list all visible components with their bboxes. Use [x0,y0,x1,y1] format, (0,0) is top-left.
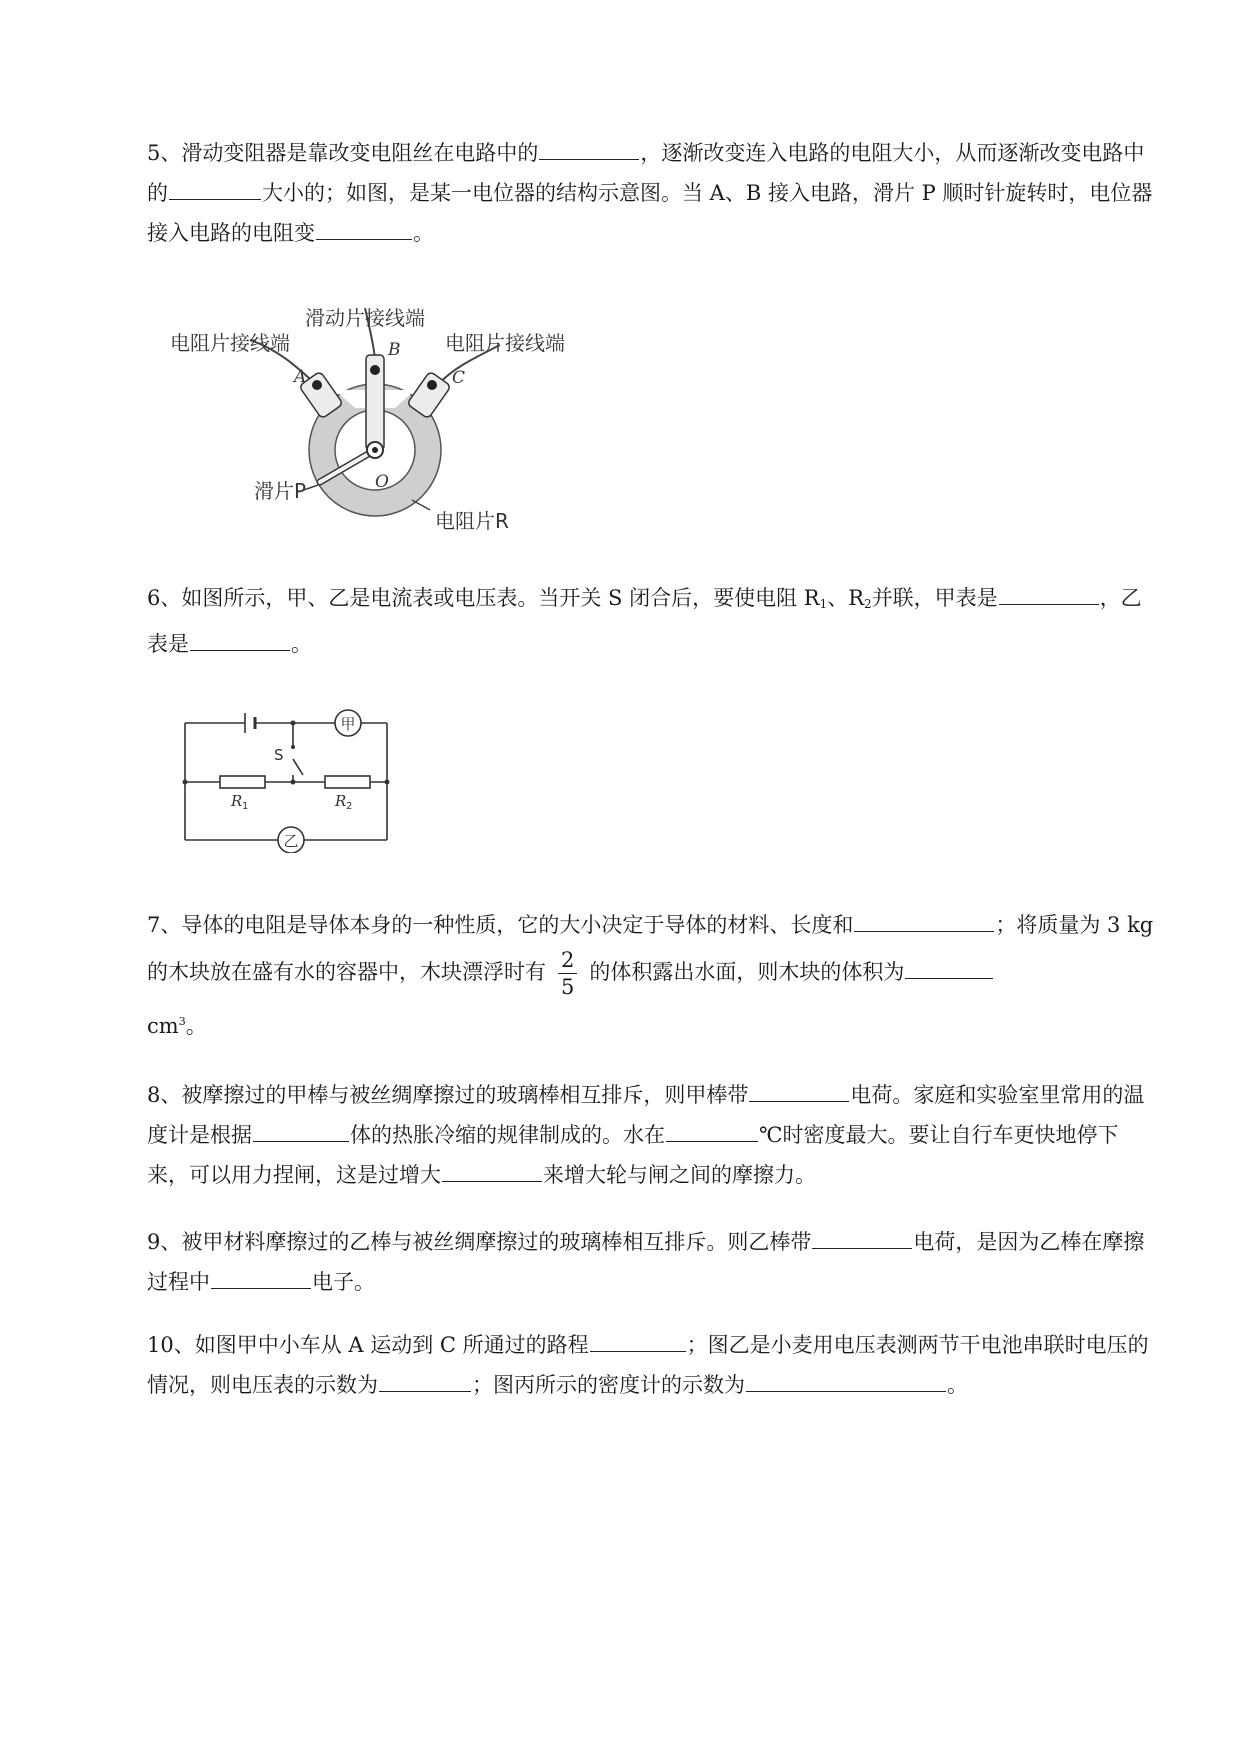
answer-blank[interactable] [190,628,290,651]
label-A: A [294,367,307,387]
answer-blank[interactable] [749,1079,849,1102]
question-9 [147,1222,1157,1302]
label-slider-terminal: 滑动片接线端 [305,306,425,330]
q8-text-c: 体的热胀冷缩的规律制成的。水在 [350,1123,665,1147]
q6-text-d: 。 [291,632,312,656]
label-O: O [375,472,389,492]
question-6 [147,578,1157,664]
q7-text-c: 的体积露出水面，则木块的体积为 [589,960,905,984]
q10-text-a: 10、如图甲中小车从 A 运动到 C 所通过的路程 [147,1333,589,1357]
answer-blank[interactable] [854,909,994,932]
switch-label: S [274,746,284,764]
potentiometer-figure [170,300,590,540]
answer-blank[interactable] [379,1369,471,1392]
label-left-terminal: 电阻片接线端 [170,331,290,355]
r2-label: R [335,792,347,810]
label-B: B [388,340,401,360]
q8-text-e: 来增大轮与闸之间的摩擦力。 [543,1163,816,1187]
q10-text-b: ；图乙是小麦用电压表测两节干电池串联时电压的情况，则电压表的示数为 [147,1333,1149,1397]
q7-text-e: 。 [185,1014,207,1038]
q5-text-c: 大小的；如图，是某一电位器的结构示意图。当 A、B 接入电路，滑片 P 顺时针旋转时，电位器接入电路的电阻变 [147,181,1153,245]
q7-text-b: ；将质量为 3 kg 的木块放在盛有水的容器中，木块漂浮时有 [147,913,1154,984]
q8-text-b: 电荷。家庭和实验室里常用的温度计是根据 [147,1083,1145,1147]
question-10 [147,1325,1157,1405]
label-C: C [452,368,466,388]
label-right-terminal: 电阻片接线端 [445,331,565,355]
answer-blank[interactable] [999,582,1099,605]
answer-blank[interactable] [169,177,261,200]
fraction-numerator: 2 [558,947,577,974]
circuit-figure [175,703,405,853]
q8-text-d: ℃时密度最大。要让自行车更快地停下来，可以用力捏闸，这是过增大 [147,1123,1119,1187]
fraction [558,947,577,1000]
q5-text-b: ，逐渐改变连入电路的电阻大小，从而逐渐改变电路中的 [147,141,1145,205]
q5-text-a: 5、滑动变阻器是靠改变电阻丝在电路中的 [147,141,539,165]
answer-blank[interactable] [442,1159,542,1182]
question-5 [147,133,1157,253]
q7-text-a: 7、导体的电阻是导体本身的一种性质，它的大小决定于导体的材料、长度和 [147,913,854,937]
meter-yi: 乙 [283,832,299,850]
answer-blank[interactable] [253,1119,349,1142]
question-8 [147,1075,1157,1195]
answer-blank[interactable] [905,956,993,979]
label-slider: 滑片P [254,479,307,503]
r1-label: R [231,792,243,810]
label-resistor: 电阻片R [435,509,509,533]
r2-sub: 2 [346,801,353,812]
q7-unit: cm [147,1014,179,1038]
q6-sep: 、R [827,586,865,610]
q6-text-c: ，乙表是 [147,586,1142,656]
q5-text-d: 。 [413,221,434,245]
q6-sub-1: 1 [819,597,828,611]
answer-blank[interactable] [316,217,412,240]
q9-text-b: 电荷，是因为乙棒在摩擦过程中 [147,1230,1145,1294]
q6-text-b: 并联，甲表是 [871,586,998,610]
q7-unit-sup: 3 [178,1015,186,1028]
q9-text-c: 电子。 [312,1270,375,1294]
answer-blank[interactable] [746,1369,946,1392]
answer-blank[interactable] [211,1266,311,1289]
answer-blank[interactable] [666,1119,758,1142]
question-7 [147,903,1157,1048]
meter-jia: 甲 [340,715,356,733]
q9-text-a: 9、被甲材料摩擦过的乙棒与被丝绸摩擦过的玻璃棒相互排斥。则乙棒带 [147,1230,812,1254]
answer-blank[interactable] [539,137,639,160]
q8-text-a: 8、被摩擦过的甲棒与被丝绸摩擦过的玻璃棒相互排斥，则甲棒带 [147,1083,749,1107]
answer-blank[interactable] [812,1226,912,1249]
q10-text-d: 。 [947,1373,968,1397]
fraction-denominator: 5 [561,975,575,999]
q6-text-a: 6、如图所示，甲、乙是电流表或电压表。当开关 S 闭合后，要使电阻 R [147,586,820,610]
q10-text-c: ；图丙所示的密度计的示数为 [472,1373,745,1397]
answer-blank[interactable] [590,1329,686,1352]
r1-sub: 1 [242,801,249,812]
q6-sub-2: 2 [864,597,872,611]
